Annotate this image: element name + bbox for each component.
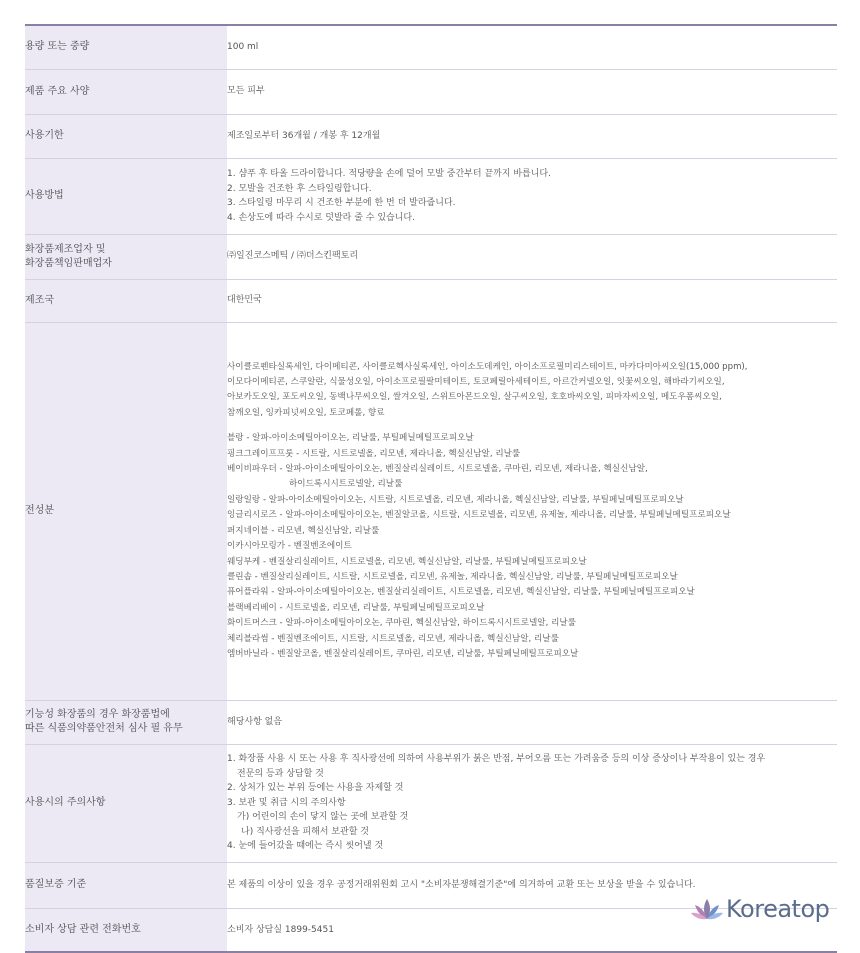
table-row [25,700,837,744]
row-value: 해당사항 없음 [227,700,837,744]
row-value: 1. 샴푸 후 타올 드라이합니다. 적당량을 손에 덜어 모발 중간부터 끝까지 바릅니다. 2. 모발을 건조한 후 스타일링합니다. 3. 스타일링 마무리 시 건조한 부분에 한 번 더 발라줍니다. 4. 손상도에 따라 수시로 덧발라 줄 수 있습니다. [227,158,837,234]
ingredients-value: 사이클로펜타실록세인, 다이메티콘, 사이클로헥사실록세인, 아이소도데케인, 아이소프로필미리스테이트, 마카다미아씨오일(15,000 ppm), 이모다이메티콘, 스쿠알란, 식물성오일, 아이소프로필팔미테이트, 토코페릴아세테이트, 아르간커넬오일, 잇꽃씨오일, 해바라기씨오일, 아보카도오일, 포도씨오일, 동백나무씨오일, 쌀겨오일, 스위트아몬드오일, 살구씨오일, 호호바씨오일, 피마자씨오일, 메도우폼씨오일, 참깨오일, 잉카피넛씨오일, 토코페롤, 향료 블랑 - 알파-아이소메틸아이오논, 리날룰, 부틸페닐메틸프로피오날 핑크그레이프프룻 - 시트랄, 시트로넬올, 리모넨, 제라니올, 헥실신남알, 리날룰 베이비파우더 - 알파-아이소메틸아이오논, 벤질살리실레이트, 시트로넬올, 쿠마린, 리모넨, 제라니올, 헥실신남알, 하이드록시시트로넬알, 리날룰 일랑일랑 - 알파-아이소메틸아이오논, 시트랄, 시트로넬올, 리모넨, 제라니올, 헥실신남알, 리날룰, 부틸페닐메틸프로피오날 잉글리시로즈 - 알파-아이소메틸아이오논, 벤질알코올, 시트랄, 시트로넬올, 리모넨, 유제놀, 제라니올, 리날룰, 부틸페닐메틸프로피오날 퍼지네이블 - 리모넨, 헥실신남알, 리날룰 이카시아모링가 - 벤질벤조에이트 웨딩부케 - 벤질살리실레이트, 시트로넬올, 리모넨, 헥실신남알, 리날룰, 부틸페닐메틸프로피오날 클린솝 - 벤질살리실레이트, 시트랄, 시트로넬올, 리모넨, 유제놀, 제라니올, 헥실신남알, 리날룰, 부틸페닐메틸프로피오날 퓨어플라워 - 알파-아이소메틸아이오논, 벤질살리실레이트, 시트로넬올, 리모넨, 헥실신남알, 리날룰, 부틸페닐메틸프로피오날 블랙베리베이 - 시트로넬올, 리모넨, 리날룰, 부틸페닐메틸프로피오날 화이트머스크 - 알파-아이소메틸아이오논, 쿠마린, 헥실신남알, 하이드록시시트로넬알, 리날룰 체리블라썸 - 벤질벤조에이트, 시트랄, 시트로넬올, 리모넨, 제라니올, 헥실신남알, 리날룰 엠버바닐라 - 벤질알코올, 벤질살리실레이트, 쿠마린, 리모넨, 리날룰, 부틸페닐메틸프로피오날 [227,322,837,700]
product-info-table [25,24,837,953]
row-value: 대한민국 [227,279,837,322]
lotus-icon [690,897,724,923]
table-row [25,25,837,69]
row-value: ㈜일진코스메틱 / ㈜더스킨팩토리 [227,234,837,279]
row-value: 본 제품의 이상이 있을 경우 공정거래위원회 고시 "소비자분쟁해결기준"에 의거하여 교환 또는 보상을 받을 수 있습니다. [227,862,837,908]
table-row [25,744,837,862]
table-row [25,322,837,700]
logo-text: Koreatop [726,895,830,923]
row-label: 제품 주요 사양 [25,69,227,114]
table-row [25,69,837,114]
row-label: 품질보증 기준 [25,862,227,908]
row-value: 모든 피부 [227,69,837,114]
koreatop-logo [690,894,850,924]
row-label: 사용기한 [25,114,227,158]
row-label: 제조국 [25,279,227,322]
row-label: 전성분 [25,322,227,700]
row-value: 제조일로부터 36개월 / 개봉 후 12개월 [227,114,837,158]
table-row [25,234,837,279]
row-label: 기능성 화장품의 경우 화장품법에 따른 식품의약품안전처 심사 필 유무 [25,700,227,744]
table-row [25,114,837,158]
table-row [25,158,837,234]
row-label: 소비자 상담 관련 전화번호 [25,908,227,952]
row-label: 사용방법 [25,158,227,234]
row-value: 100 ml [227,25,837,69]
row-label: 화장품제조업자 및 화장품책임판매업자 [25,234,227,279]
table-row [25,279,837,322]
row-label: 사용시의 주의사항 [25,744,227,862]
row-value: 소비자 상담실 1899-5451 [227,924,334,935]
row-label: 용량 또는 중량 [25,25,227,69]
row-value: 1. 화장품 사용 시 또는 사용 후 직사광선에 의하여 사용부위가 붉은 반점, 부어오름 또는 가려움증 등의 이상 증상이나 부작용이 있는 경우 전문의 등과 상담할 것 2. 상처가 있는 부위 등에는 사용을 자제할 것 3. 보관 및 취급 시의 주의사항 가) 어린이의 손이 닿지 않는 곳에 보관할 것 나) 직사광선을 피해서 보관할 것 4. 눈에 들어갔을 때에는 즉시 씻어낼 것 [227,744,837,862]
